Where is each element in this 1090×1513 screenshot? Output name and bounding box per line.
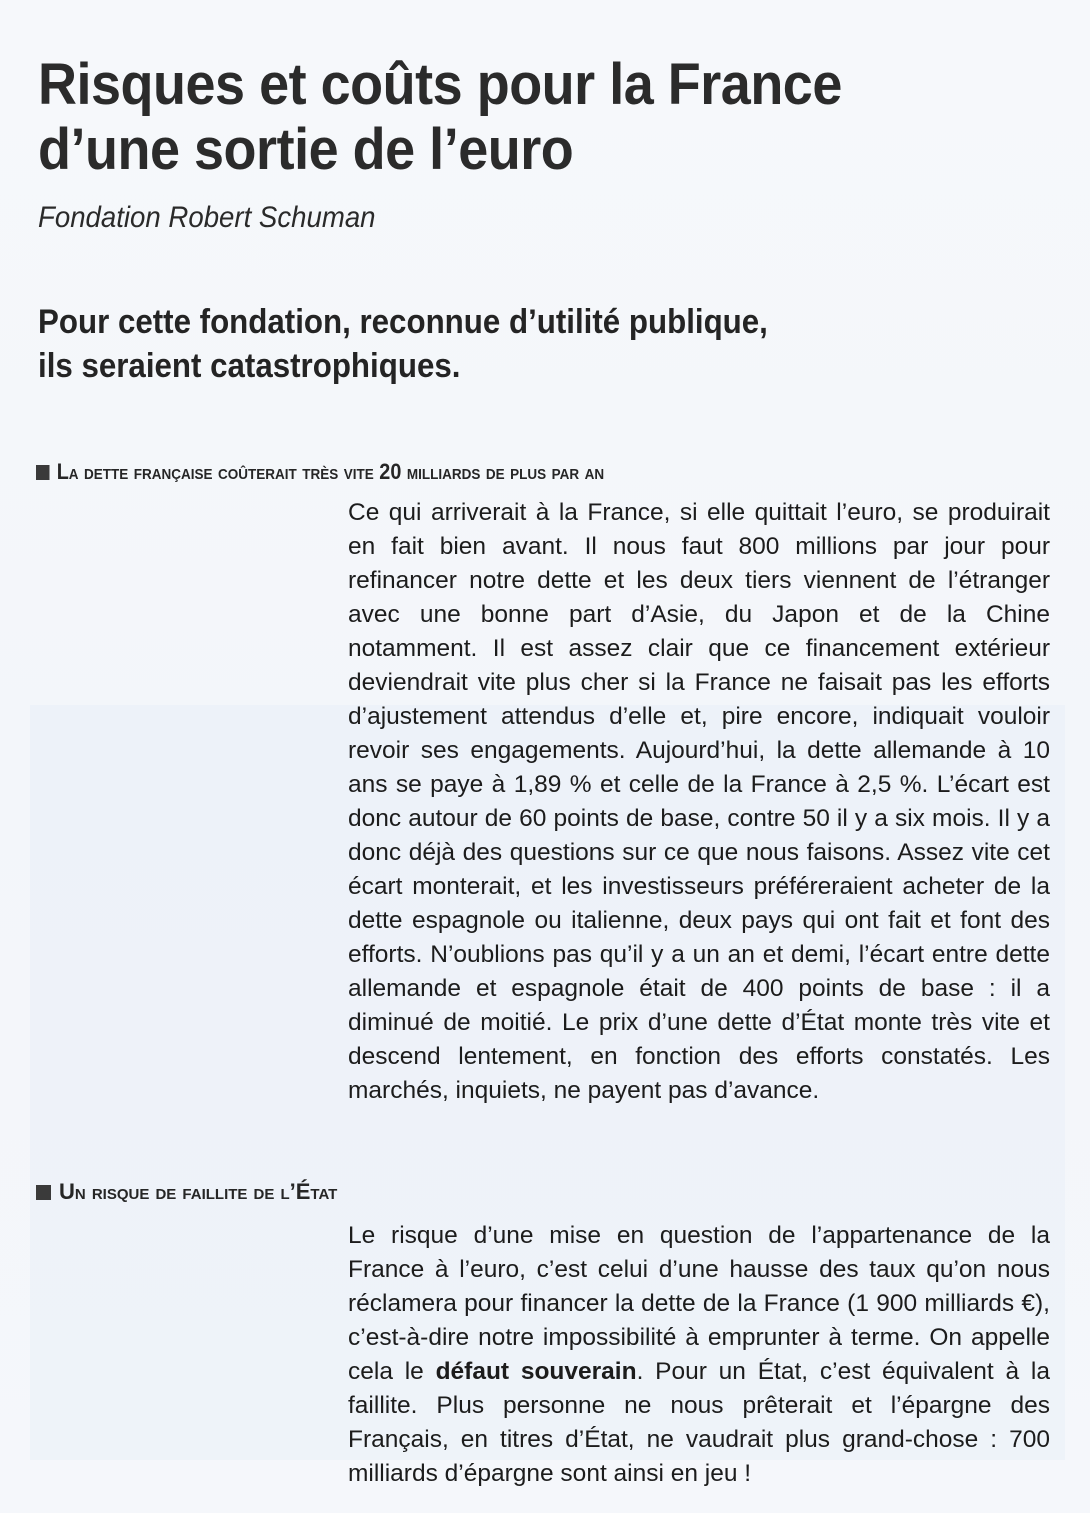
title-line-1: Risques et coûts pour la France (38, 52, 842, 117)
paragraph-text: . Pour un État, c’est équivalent à la faillite. Plus personne ne nous prêterait et l’épargne des Français, en titres d’État, ne vaudrait plus grand-chose : 700 milliards d’épargne sont ainsi en jeu ! (348, 1358, 1050, 1487)
title-line-2: d’une sortie de l’euro (38, 117, 574, 182)
section-heading-debt (36, 458, 604, 486)
section-heading-text: Un risque de faillite de l’État (59, 1179, 338, 1204)
square-bullet-icon (36, 465, 50, 480)
section-paragraph-debt: Ce qui arriverait à la France, si elle quittait l’euro, se produirait en fait bien avant. Il nous faut 800 millions par jour pour refinancer notre dette et les deux tiers viennent de l’étranger avec une bonne part d’Asie, du Japon et de la Chine notamment. Il est assez clair que ce financement extérieur deviendrait vite plus cher si la France ne faisait pas les efforts d’ajustement attendus d’elle et, pire encore, indiquait vouloir revoir ses engagements. Aujourd’hui, la dette allemande à 10 ans se paye à 1,89 % et celle de la France à 2,5 %. L’écart est donc autour de 60 points de base, contre 50 il y a six mois. Il y a donc déjà des questions sur ce que nous faisons. Assez vite cet écart monterait, et les investisseurs préféreraient acheter de la dette espagnole ou italienne, deux pays qui ont fait et font des efforts. N’oublions pas qu’il y a un an et demi, l’écart entre dette allemande et espagnole était de 400 points de base : il a diminué de moitié. Le prix d’une dette d’État monte très vite et descend lentement, en fonction des efforts constatés. Les marchés, inquiets, ne payent pas d’avance. (348, 499, 1050, 1104)
bold-term: défaut souverain (435, 1358, 637, 1385)
article-lede (38, 300, 958, 388)
article-author: Fondation Robert Schuman (38, 201, 376, 234)
section-heading-bankruptcy (36, 1178, 337, 1206)
lede-line-1: Pour cette fondation, reconnue d’utilité publique, (38, 303, 768, 341)
square-bullet-icon (36, 1185, 51, 1200)
section-heading-text: La dette française coûterait très vite 20 milliards de plus par an (56, 459, 605, 484)
section-paragraph-bankruptcy (348, 1219, 1050, 1491)
article-title (38, 52, 968, 182)
paragraph-text: Le risque d’une mise en question de l’appartenance de la France à l’euro, c’est celui d’une hausse des taux qu’on nous réclamera pour financer la dette de la France (1 900 milliards €), c’est-à-dire notre impossibilité à emprunter à terme. On appelle cela le (348, 1222, 1050, 1385)
lede-line-2: ils seraient catastrophiques. (38, 347, 461, 385)
